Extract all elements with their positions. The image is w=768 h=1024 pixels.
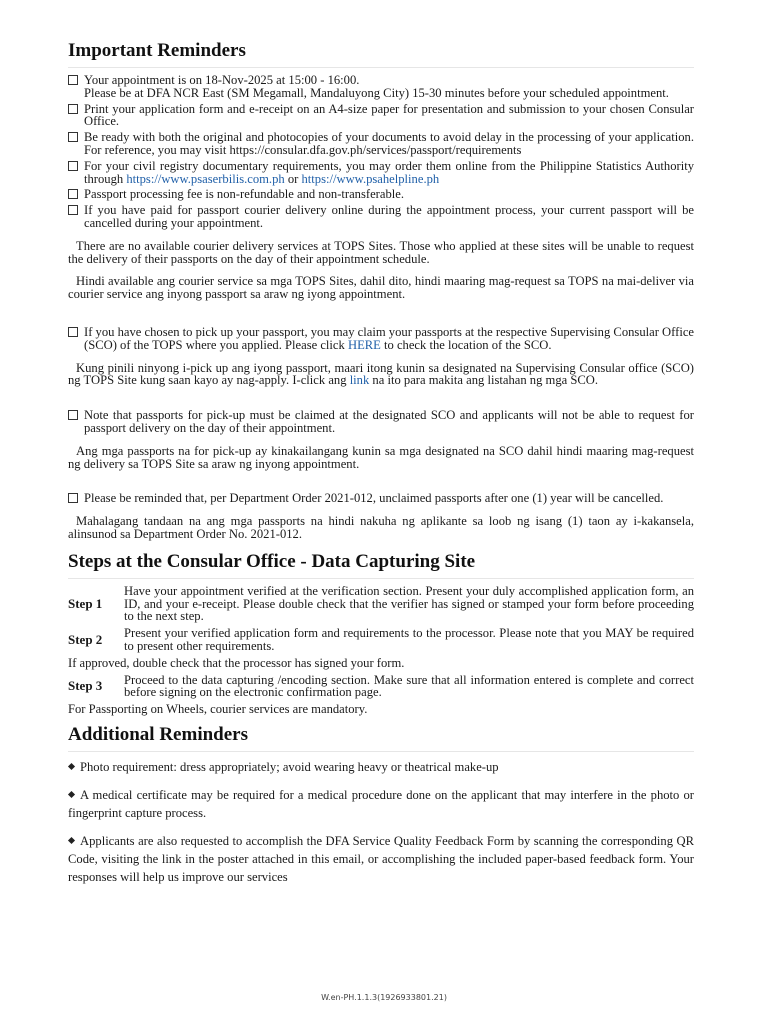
checkbox-icon[interactable] xyxy=(68,410,78,420)
psaserbilis-link[interactable]: https://www.psaserbilis.com.ph xyxy=(126,171,285,186)
additional-reminders-heading: Additional Reminders xyxy=(68,724,694,752)
step-label: Step 1 xyxy=(68,595,103,611)
bullet-text: Applicants are also requested to accomplish the DFA Service Quality Feedback Form by scanning the corresponding QR Code, visiting the link in the poster attached in this email, or accomplishing the included paper-based feedback form. Your responses will help us improve our services xyxy=(68,833,694,884)
checkbox-icon[interactable] xyxy=(68,104,78,114)
checkbox-icon[interactable] xyxy=(68,132,78,142)
checkbox-icon[interactable] xyxy=(68,493,78,503)
reminder-courier-cancel xyxy=(68,204,694,230)
step-2-followup: If approved, double check that the processor has signed your form. xyxy=(68,655,405,670)
appointment-time-text: Your appointment is on 18-Nov-2025 at 15:00 - 16:00. xyxy=(84,73,360,87)
step-text: Proceed to the data capturing /encoding section. Make sure that all information entered is complete and correct before signing on the electronic confirmation page. xyxy=(124,672,694,700)
psahelpline-link[interactable]: https://www.psahelpline.ph xyxy=(301,171,440,186)
step-label: Step 2 xyxy=(68,631,103,647)
bullet-text: A medical certificate may be required for a medical procedure done on the applicant that may interfere in the photo or fingerprint capture process. xyxy=(68,787,694,820)
checkbox-icon[interactable] xyxy=(68,75,78,85)
reminder-text: If you have chosen to pick up your passport, you may claim your passports at the respective Supervising Consular Office (SCO) of the TOPS where you applied. Please click xyxy=(84,324,694,352)
reminder-civil-registry xyxy=(68,160,694,186)
step-text: Present your verified application form and requirements to the processor. Please note that you MAY be required to present other requirements. xyxy=(124,626,694,653)
note-text: na ito para makita ang listahan ng mga SCO. xyxy=(369,373,599,388)
unclaimed-note-filipino: Mahalagang tandaan na ang mga passports na hindi nakuha ng aplikante sa loob ng isang (1) taon ay i-kakansela, alinsunod sa Department Order No. 2021-012. xyxy=(68,514,694,541)
step-3 xyxy=(68,674,694,700)
courier-note-english: There are no available courier delivery services at TOPS Sites. Those who applied at these sites will be unable to request the delivery of their passports on the day of their appointment schedule. xyxy=(68,238,694,266)
reminder-print-form xyxy=(68,103,694,129)
checkbox-icon[interactable] xyxy=(68,189,78,199)
reminder-text: Note that passports for pick-up must be claimed at the designated SCO and applicants will not be able to request for passport delivery on the day of their appointment. xyxy=(84,408,694,435)
reminder-text: If you have paid for passport courier delivery online during the appointment process, your current passport will be cancelled during your appointment. xyxy=(84,203,694,230)
appointment-location-text: Please be at DFA NCR East (SM Megamall, Mandaluyong City) 15-30 minutes before your scheduled appointment. xyxy=(84,85,669,100)
note-text: Kung pinili ninyong i-pick up ang iyong passport, maari itong kunin sa designated na Supervising Consular office (SCO) ng TOPS Site kung saan kayo ay nag-apply. I-click ang xyxy=(68,360,694,388)
pickup-sco-note-filipino: Ang mga passports na for pick-up ay kinakailangang kunin sa mga designated na SCO dahil hindi maaring mag-request ng delivery sa TOPS Site sa araw ng inyong appointment. xyxy=(68,443,694,471)
checkbox-icon[interactable] xyxy=(68,205,78,215)
important-reminders-heading: Important Reminders xyxy=(68,40,694,68)
reminder-documents xyxy=(68,131,694,157)
sco-here-link[interactable]: HERE xyxy=(347,337,381,352)
step-1 xyxy=(68,585,694,623)
steps-heading: Steps at the Consular Office - Data Capturing Site xyxy=(68,551,694,579)
step-text: Have your appointment verified at the verification section. Present your duly accomplished application form, an ID, and your e-receipt. Please double check that the verifier has signed or stamped your form before proceeding to the next step. xyxy=(124,583,694,624)
reminder-pickup-sco xyxy=(68,409,694,435)
checkbox-icon[interactable] xyxy=(68,327,78,337)
diamond-bullet-icon xyxy=(68,837,75,844)
document-page xyxy=(68,40,694,886)
bullet-medical xyxy=(68,786,694,822)
bullet-photo xyxy=(68,758,694,776)
reminder-appointment xyxy=(68,74,694,100)
bullet-feedback xyxy=(68,832,694,886)
step-label: Step 3 xyxy=(68,678,103,694)
reminder-text: to check the location of the SCO. xyxy=(380,337,552,352)
step-2 xyxy=(68,627,694,653)
reminder-pickup xyxy=(68,326,694,352)
courier-note-filipino: Hindi available ang courier service sa mga TOPS Sites, dahil dito, hindi maaring mag-request sa TOPS na mai-deliver via courier service ang inyong passport sa araw ng iyong appointment. xyxy=(68,274,694,302)
reminder-text: Passport processing fee is non-refundable and non-transferable. xyxy=(84,187,404,202)
reminder-text: For your civil registry documentary requirements, you may order them online from the Philippine Statistics Authority through xyxy=(84,158,694,186)
bullet-text: Photo requirement: dress appropriately; avoid wearing heavy or theatrical make-up xyxy=(80,759,499,774)
footer-code: W.en-PH.1.1.3(1926933801.21) xyxy=(321,993,447,1002)
reminder-unclaimed xyxy=(68,492,694,505)
reminder-text: Print your application form and e-receipt on an A4-size paper for presentation and submission to your chosen Consular Office. xyxy=(84,101,694,129)
reminder-text: Be ready with both the original and photocopies of your documents to avoid delay in the processing of your application. For reference, you may visit https://consular.dfa.gov.ph/services/passport/requirements xyxy=(84,130,694,157)
sco-list-link[interactable]: link xyxy=(349,373,370,388)
step-3-followup: For Passporting on Wheels, courier services are mandatory. xyxy=(68,702,368,717)
pickup-note-filipino xyxy=(68,362,694,388)
reminder-text: or xyxy=(284,171,302,186)
checkbox-icon[interactable] xyxy=(68,161,78,171)
diamond-bullet-icon xyxy=(68,791,75,798)
diamond-bullet-icon xyxy=(68,763,75,770)
reminder-fee xyxy=(68,188,694,201)
reminder-text: Please be reminded that, per Department Order 2021-012, unclaimed passports after one (1) year will be cancelled. xyxy=(84,491,664,506)
